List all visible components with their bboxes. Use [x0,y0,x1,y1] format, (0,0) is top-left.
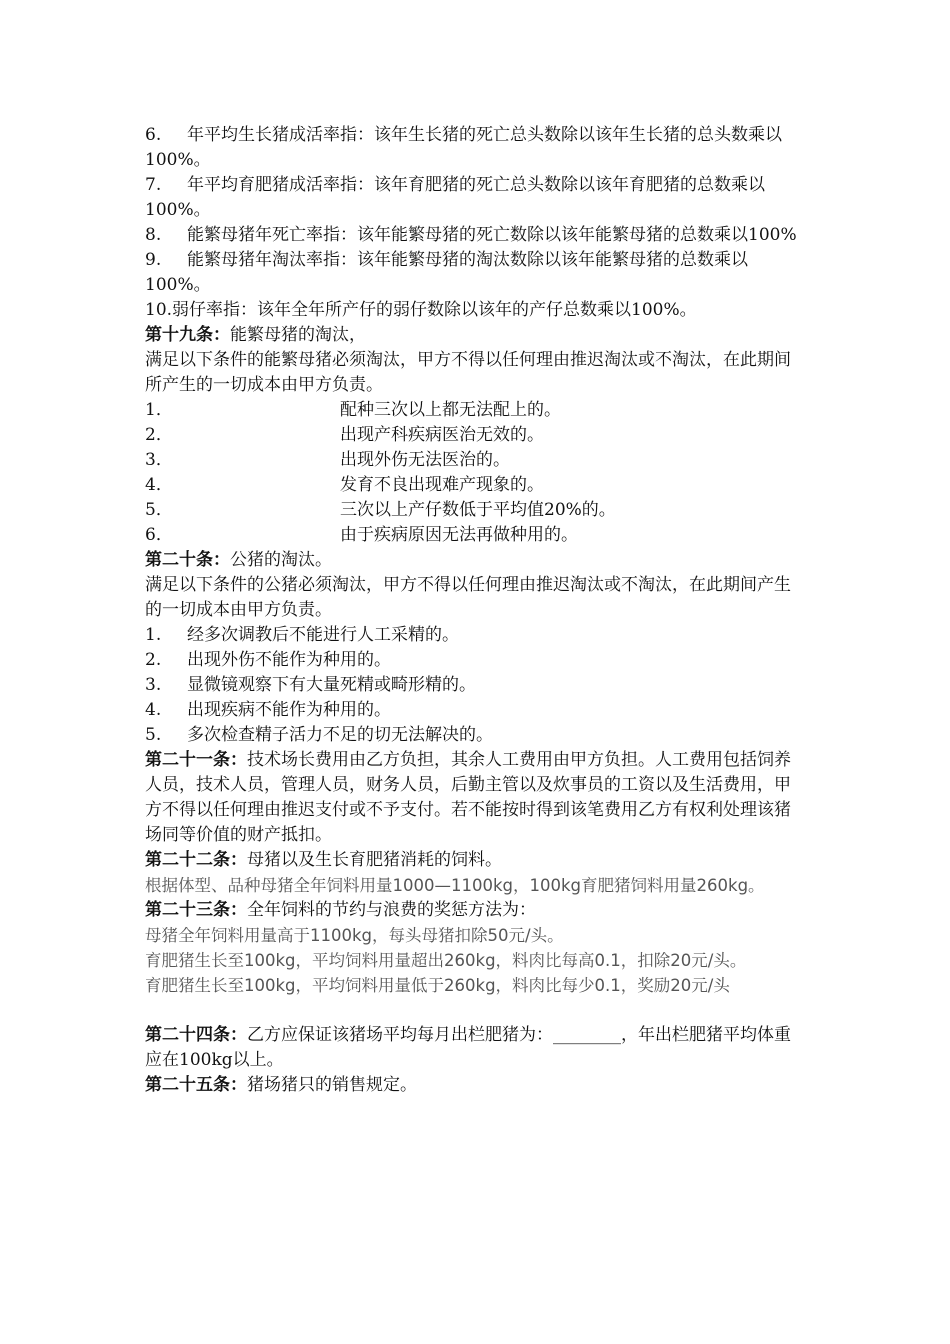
list-item-text: 多次检查精子活力不足的切无法解决的。 [187,725,493,745]
article-title-rest: 能繁母猪的淘汰， [230,325,366,345]
reward-rule: 育肥猪生长至100kg，平均饲料用量低于260kg，料肉比每少0.1，奖励20元/头 [145,976,730,995]
list-item [145,398,807,423]
list-item-number: 4. [145,700,162,720]
list-item [145,648,807,673]
list-item-text: 配种三次以上都无法配上的。 [340,400,561,420]
list-item-text: 显微镜观察下有大量死精或畸形精的。 [187,675,476,695]
list-item-number: 2． [145,425,173,445]
document-page [145,123,807,1098]
rate-item-number: 6. [145,125,162,145]
list-item [145,498,807,523]
article-title-rest: 母猪以及生长育肥猪消耗的饲料。 [247,850,502,870]
article-title: 第二十四条： [145,1025,247,1045]
list-item-number: 1. [145,625,162,645]
article-25 [145,1073,807,1098]
rate-item-text: 能繁母猪年死亡率指：该年能繁母猪的死亡数除以该年能繁母猪的总数乘以100% [187,225,797,245]
list-item [145,423,807,448]
rate-item [145,123,807,173]
list-item-text: 出现外伤无法医治的。 [340,450,510,470]
article-bold-text: 技术场长费用由乙方负担，其余人工费用由甲方负担。 [247,750,655,770]
article-heading [145,323,807,348]
rate-item-number: 7. [145,175,162,195]
rate-item [145,298,807,323]
list-item [145,473,807,498]
list-item-text: 发育不良出现难产现象的。 [340,475,544,495]
article-24 [145,1023,807,1073]
rate-item [145,248,807,298]
article-heading [145,548,807,573]
article-21 [145,748,807,848]
list-item-number: 3. [145,675,162,695]
article-title-rest: 公猪的淘汰。 [230,550,332,570]
reward-rule: 母猪全年饲料用量高于1100kg，每头母猪扣除50元/头。 [145,926,564,945]
list-item-number: 3． [145,450,173,470]
list-item [145,698,807,723]
list-item-number: 1． [145,400,173,420]
list-item-number: 5. [145,725,162,745]
article-text: 人工费用包括饲养人员，技术人员，管理人员，财务人员，后勤主管以及炊事员的工资以及生活费用，甲方不得以任何理由推迟支付或不予支付。若不能按时得到该笔费用乙方有权利处理该猪场同等价值的财产抵扣。 [145,750,791,845]
rate-item-number: 9. [145,250,162,270]
article-19 [145,323,807,548]
list-item-text: 出现疾病不能作为种用的。 [187,700,391,720]
article-title: 第十九条： [145,325,230,345]
rate-definitions [145,123,807,323]
article-23 [145,898,807,998]
list-item [145,723,807,748]
list-item-text: 三次以上产仔数低于平均值20%的。 [340,500,616,520]
list-item [145,523,807,548]
article-title: 第二十三条： [145,900,247,920]
list-item [145,673,807,698]
rate-item-text: 能繁母猪年淘汰率指：该年能繁母猪的淘汰数除以该年能繁母猪的总数乘以100%。 [145,250,748,295]
article-heading [145,848,807,873]
list-item [145,623,807,648]
article-title: 第二十五条： [145,1075,247,1095]
rate-item-text: 年平均育肥猪成活率指：该年育肥猪的死亡总头数除以该年育肥猪的总数乘以100%。 [145,175,765,220]
list-item-number: 6． [145,525,173,545]
article-title-rest: 全年饲料的节约与浪费的奖惩方法为： [247,900,536,920]
list-item [145,448,807,473]
list-item-number: 5． [145,500,173,520]
article-text: 乙方应保证该猪场平均每月出栏肥猪为：________，年出栏肥猪平均体重应在100kg以上。 [145,1025,791,1070]
article-title: 第二十二条： [145,850,247,870]
list-item-text: 经多次调教后不能进行人工采精的。 [187,625,459,645]
article-title: 第二十条： [145,550,230,570]
article-20 [145,548,807,748]
article-title: 第二十一条： [145,750,247,770]
reward-rule: 育肥猪生长至100kg，平均饲料用量超出260kg，料肉比每高0.1，扣除20元/头。 [145,951,747,970]
article-intro: 满足以下条件的能繁母猪必须淘汰，甲方不得以任何理由推迟淘汰或不淘汰，在此期间所产生的一切成本由甲方负责。 [145,350,791,395]
rate-item-number: 8. [145,225,162,245]
list-item-text: 由于疾病原因无法再做种用的。 [340,525,578,545]
rate-item-number: 10. [145,300,173,320]
rate-item [145,223,807,248]
blank-line [145,998,807,1023]
article-title-rest: 猪场猪只的销售规定。 [247,1075,417,1095]
list-item-number: 2. [145,650,162,670]
list-item-number: 4． [145,475,173,495]
list-item-text: 出现产科疾病医治无效的。 [340,425,544,445]
list-item-text: 出现外伤不能作为种用的。 [187,650,391,670]
rate-item-text: 年平均生长猪成活率指：该年生长猪的死亡总头数除以该年生长猪的总头数乘以100%。 [145,125,782,170]
article-intro: 满足以下条件的公猪必须淘汰，甲方不得以任何理由推迟淘汰或不淘汰，在此期间产生的一切成本由甲方负责。 [145,575,791,620]
article-text: 根据体型、品种母猪全年饲料用量1000—1100kg，100kg育肥猪饲料用量260kg。 [145,876,765,895]
rate-item [145,173,807,223]
rate-item-text: 弱仔率指：该年全年所产仔的弱仔数除以该年的产仔总数乘以100%。 [172,300,697,320]
article-heading [145,898,807,923]
article-22 [145,848,807,898]
